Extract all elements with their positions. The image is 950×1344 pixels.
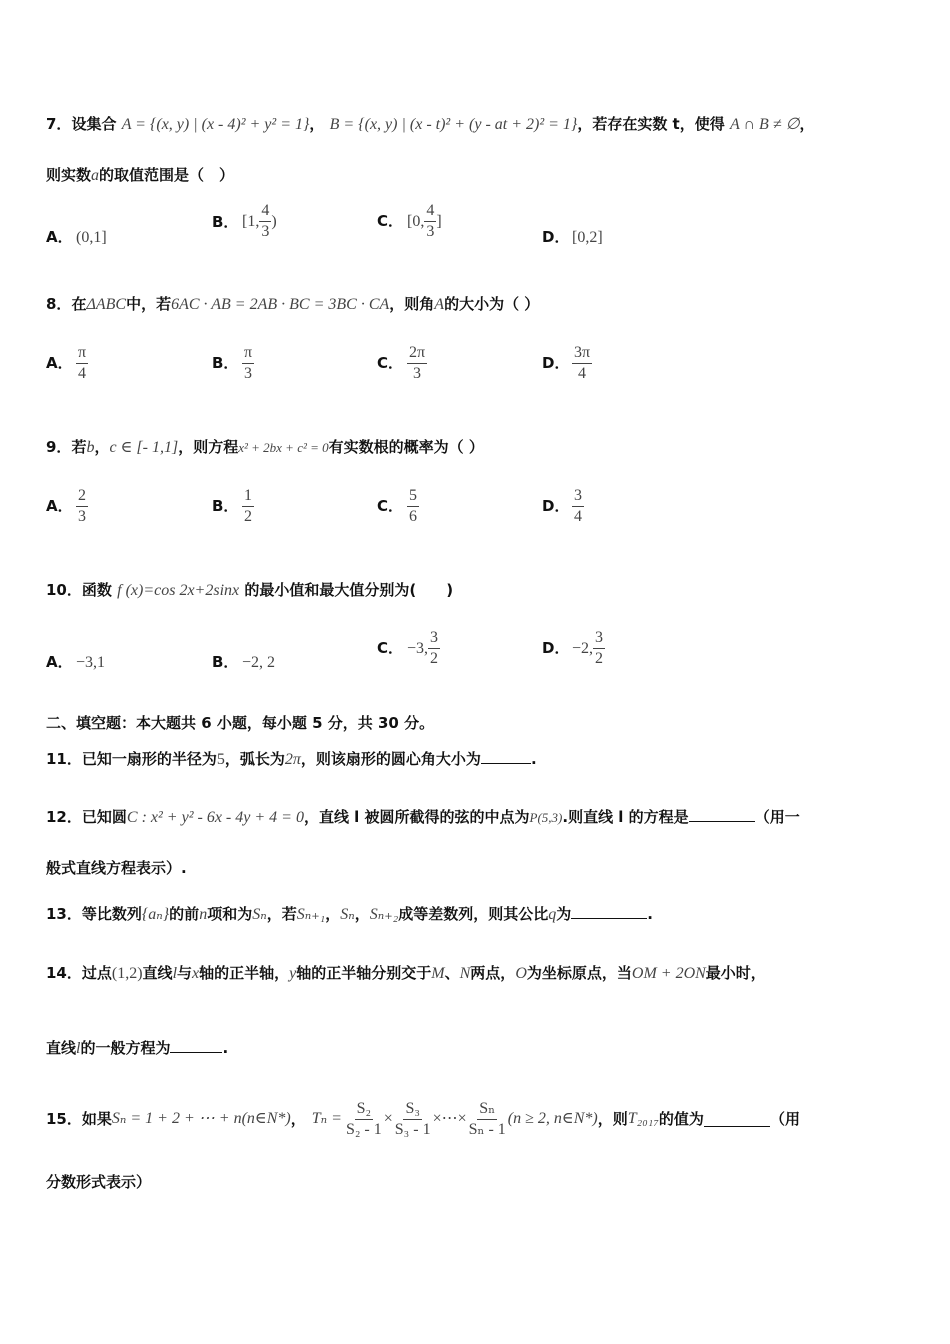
- option-label: A．: [46, 228, 73, 246]
- q14-origin: O: [515, 965, 527, 982]
- q12-text: 已知圆: [81, 808, 127, 826]
- q14-text11: 的一般方程为: [80, 1039, 171, 1057]
- q8-text: 在: [71, 295, 87, 313]
- q9-number: 9．: [46, 438, 72, 456]
- q8-text3: ，则角: [389, 295, 435, 313]
- q12-point: P(5,3): [529, 810, 563, 825]
- q15-tn: Tₙ =: [311, 1110, 342, 1127]
- q11-text2: ，弧长为: [224, 750, 285, 768]
- q14-var-x: x: [192, 965, 200, 982]
- q13-line: [46, 904, 653, 925]
- fraction-denominator: 2: [244, 508, 252, 525]
- fraction-denominator: 3: [244, 365, 253, 382]
- q7-line1: [46, 114, 815, 135]
- q13-number: 13．: [46, 905, 82, 923]
- fraction-denominator: 4: [78, 365, 87, 382]
- q12-text3: .则直线 l 的方程是: [562, 808, 689, 826]
- option-suffix: ]: [436, 213, 442, 230]
- q13-text6: 为: [556, 905, 572, 923]
- fraction-denominator: 4: [574, 508, 582, 525]
- q12-line2: 般式直线方程表示）.: [46, 859, 187, 877]
- q13-comma: ，: [325, 905, 341, 923]
- option-prefix: [1,: [242, 213, 260, 230]
- option-label: B．: [212, 497, 239, 515]
- q14-text: 过点: [81, 964, 112, 982]
- q8-option-a[interactable]: [46, 343, 88, 384]
- q9-option-d[interactable]: [542, 486, 584, 527]
- q15-condition: (n ≥ 2, n∈N*): [507, 1110, 598, 1127]
- q7-line2: [46, 165, 234, 186]
- option-fraction: [242, 486, 254, 527]
- q14-text4: 轴的正半轴，: [199, 964, 290, 982]
- q8-line: [46, 294, 539, 315]
- fraction-denominator: 3: [78, 508, 86, 525]
- q12-text4: （用一: [754, 808, 800, 826]
- q9-text: 若: [71, 438, 87, 456]
- fraction-numerator: 5: [407, 486, 419, 507]
- q14-line1: [46, 963, 766, 984]
- q11-text3: ，则该扇形的圆心角大小为: [300, 750, 481, 768]
- q7-option-d[interactable]: [542, 226, 603, 247]
- q13-var-q: q: [548, 906, 557, 923]
- q7-comma2: ，: [799, 115, 815, 133]
- q15-times-ellipsis: ×⋯×: [432, 1110, 467, 1127]
- q13-sequence: {aₙ}: [141, 906, 170, 923]
- q14-text8: 为坐标原点，当: [526, 964, 632, 982]
- q14-text6: 、: [444, 964, 460, 982]
- q14-number: 14．: [46, 964, 82, 982]
- q13-text5: 成等差数列，则其公比: [398, 905, 549, 923]
- q8-text2: 中，若: [126, 295, 172, 313]
- q14-text2: 直线: [142, 964, 173, 982]
- option-fraction: [572, 486, 584, 527]
- q14-expression: OM + 2ON: [631, 965, 706, 982]
- q14-line2: [46, 1038, 228, 1059]
- fraction-numerator: Sₙ: [477, 1099, 497, 1120]
- q9-comma: ，: [94, 438, 110, 456]
- q13-sum-sn-2: Sₙ: [340, 906, 355, 923]
- q13-text2: 的前: [169, 905, 200, 923]
- q12-number: 12．: [46, 808, 82, 826]
- q12-answer-blank[interactable]: [689, 807, 755, 822]
- q15-text2: ，则: [597, 1110, 628, 1128]
- section-heading: 二、填空题：本大题共 6 小题，每小题 5 分，共 30 分。: [46, 714, 435, 732]
- fraction-denominator: Sₙ - 1: [468, 1120, 506, 1138]
- q15-fraction-2: [393, 1099, 433, 1140]
- q15-fraction-3: [467, 1099, 508, 1140]
- option-fraction: [407, 343, 427, 384]
- option-label: A．: [46, 497, 73, 515]
- q8-equation: 6AC · AB = 2AB · BC = 3BC · CA: [171, 296, 390, 313]
- fraction-denominator: 2: [595, 650, 604, 667]
- option-label: D．: [542, 639, 570, 657]
- q10-option-a[interactable]: [46, 651, 105, 672]
- q7-number: 7．: [46, 115, 72, 133]
- q13-var-n: n: [199, 906, 208, 923]
- q9-var-c: c ∈ [- 1,1]: [109, 439, 179, 456]
- q13-period: .: [647, 905, 653, 923]
- q15-times: ×: [383, 1110, 393, 1127]
- q9-line: [46, 437, 484, 458]
- fraction-numerator: 4: [424, 201, 436, 222]
- q7-comma: ，: [309, 115, 325, 133]
- q7-option-c[interactable]: [377, 201, 442, 242]
- q15-answer-blank[interactable]: [704, 1112, 770, 1127]
- fraction-denominator: S₃ - 1: [394, 1120, 431, 1138]
- q15-number: 15．: [46, 1110, 82, 1128]
- option-label: C．: [377, 497, 404, 515]
- q8-triangle: ΔABC: [86, 296, 127, 313]
- q14-point-n: N: [459, 965, 471, 982]
- q7-text2: ，若存在实数 t，使得: [577, 115, 725, 133]
- q7-text3: 则实数: [46, 166, 92, 184]
- option-label: B．: [212, 213, 239, 231]
- q9-var-b: b: [86, 439, 95, 456]
- option-label: A．: [46, 653, 73, 671]
- q13-sum-sn: Sₙ: [252, 906, 267, 923]
- q9-text2: ，则方程: [178, 438, 239, 456]
- q15-fraction-1: [344, 1099, 384, 1140]
- option-label: D．: [542, 228, 570, 246]
- q10-line: [46, 580, 453, 601]
- q10-function: f (x)=cos 2x+2sinx: [117, 582, 240, 599]
- q11-number: 11．: [46, 750, 82, 768]
- option-fraction: [259, 201, 271, 242]
- fraction-numerator: 1: [242, 486, 254, 507]
- q11-period: .: [530, 750, 537, 768]
- fraction-denominator: 3: [261, 223, 270, 240]
- q15-line2: 分数形式表示）: [46, 1173, 152, 1191]
- fraction-numerator: S₂: [355, 1099, 373, 1120]
- q14-text7: 两点，: [470, 964, 516, 982]
- q15-t2017: T₂₀₁₇: [627, 1110, 659, 1127]
- fraction-denominator: 6: [409, 508, 417, 525]
- q7-option-b[interactable]: [212, 201, 277, 242]
- q13-text3: 项和为: [207, 905, 253, 923]
- fraction-numerator: 3: [428, 628, 440, 649]
- q13-answer-blank[interactable]: [571, 904, 647, 919]
- q12-circle-equation: C : x² + y² - 6x - 4y + 4 = 0: [126, 809, 304, 826]
- q13-text4: ，若: [266, 905, 297, 923]
- fraction-numerator: π: [242, 343, 254, 364]
- option-fraction: [593, 628, 605, 669]
- fraction-numerator: 2π: [407, 343, 427, 364]
- q11-radius: 5: [216, 751, 225, 768]
- q10-option-c[interactable]: [377, 628, 440, 669]
- q9-option-b[interactable]: [212, 486, 254, 527]
- q7-text4: 的取值范围是（ ）: [99, 166, 235, 184]
- q11-answer-blank[interactable]: [481, 749, 531, 764]
- q7-option-a[interactable]: [46, 226, 107, 247]
- q14-point-m: M: [431, 965, 445, 982]
- q7-var-a: a: [91, 167, 100, 184]
- option-prefix: [0,: [407, 213, 425, 230]
- option-fraction: [242, 343, 254, 384]
- q14-text9: 最小时，: [705, 964, 766, 982]
- q9-equation: x² + 2bx + c² = 0: [238, 440, 329, 455]
- q14-text5: 轴的正半轴分别交于: [296, 964, 432, 982]
- option-fraction: [572, 343, 592, 384]
- q13-sum-sn2: Sₙ₊₂: [369, 906, 399, 923]
- q14-text10: 直线: [46, 1039, 77, 1057]
- q14-point: (1,2): [111, 965, 143, 982]
- option-value: (0,1]: [76, 229, 107, 246]
- option-label: C．: [377, 639, 404, 657]
- q14-answer-blank[interactable]: [170, 1038, 222, 1053]
- q14-line-l-2: l: [76, 1040, 81, 1057]
- q15-comma: ，: [290, 1110, 306, 1128]
- q9-option-c[interactable]: [377, 486, 419, 527]
- q8-option-b[interactable]: [212, 343, 254, 384]
- fraction-numerator: 3π: [572, 343, 592, 364]
- fraction-numerator: 2: [76, 486, 88, 507]
- option-prefix: −3,: [407, 640, 429, 657]
- q14-var-y: y: [289, 965, 297, 982]
- q12-line1: [46, 807, 800, 828]
- q9-option-a[interactable]: [46, 486, 88, 527]
- fraction-denominator: S₂ - 1: [345, 1120, 382, 1138]
- option-value: −2, 2: [242, 654, 276, 671]
- option-value: [0,2]: [572, 229, 603, 246]
- option-suffix: ): [271, 213, 277, 230]
- q12-text2: ，直线 l 被圆所截得的弦的中点为: [303, 808, 530, 826]
- q8-option-c[interactable]: [377, 343, 427, 384]
- q10-option-d[interactable]: [542, 628, 605, 669]
- q7-set-a: A = {(x, y) | (x - 4)² + y² = 1}: [121, 116, 310, 133]
- option-fraction: [428, 628, 440, 669]
- q10-text: 函数: [81, 581, 112, 599]
- q9-text3: 有实数根的概率为（ ）: [328, 438, 484, 456]
- q15-line1: [46, 1096, 800, 1142]
- q11-line: [46, 749, 537, 770]
- q10-number: 10．: [46, 581, 82, 599]
- q15-sum: Sₙ = 1 + 2 + ⋯ + n(n∈N*): [111, 1110, 291, 1127]
- q10-option-b[interactable]: [212, 651, 275, 672]
- fraction-numerator: 3: [593, 628, 605, 649]
- q13-sum-sn1: Sₙ₊₁: [296, 906, 326, 923]
- fraction-denominator: 3: [426, 223, 435, 240]
- option-label: B．: [212, 653, 239, 671]
- option-fraction: [76, 343, 88, 384]
- q8-angle: A: [434, 296, 445, 313]
- q15-text3: 的值为: [658, 1110, 704, 1128]
- fraction-denominator: 4: [578, 365, 587, 382]
- q14-line-l: l: [172, 965, 178, 982]
- fraction-denominator: 3: [413, 365, 422, 382]
- q7-text: 设集合: [71, 115, 117, 133]
- q11-arc-length: 2π: [284, 751, 301, 768]
- option-fraction: [424, 201, 436, 242]
- fraction-numerator: S₃: [403, 1099, 421, 1120]
- option-prefix: −2,: [572, 640, 594, 657]
- fraction-numerator: π: [76, 343, 88, 364]
- option-fraction: [407, 486, 419, 527]
- option-label: B．: [212, 354, 239, 372]
- q8-text4: 的大小为（ ）: [444, 295, 540, 313]
- q15-text4: （用: [769, 1110, 800, 1128]
- fraction-denominator: 2: [430, 650, 439, 667]
- q8-option-d[interactable]: [542, 343, 592, 384]
- option-label: D．: [542, 497, 570, 515]
- q15-text: 如果: [81, 1110, 112, 1128]
- option-label: A．: [46, 354, 73, 372]
- option-fraction: [76, 486, 88, 527]
- q8-number: 8．: [46, 295, 72, 313]
- q7-condition: A ∩ B ≠ ∅: [729, 116, 800, 133]
- option-value: −3,1: [76, 654, 106, 671]
- q10-text2: 的最小值和最大值分别为( ): [244, 581, 454, 599]
- option-label: C．: [377, 212, 404, 230]
- q14-period: .: [222, 1039, 229, 1057]
- q11-text: 已知一扇形的半径为: [81, 750, 217, 768]
- q13-comma2: ，: [354, 905, 370, 923]
- fraction-numerator: 4: [259, 201, 271, 222]
- q13-text: 等比数列: [81, 905, 142, 923]
- q14-text3: 与: [177, 964, 193, 982]
- option-label: C．: [377, 354, 404, 372]
- option-label: D．: [542, 354, 570, 372]
- q7-set-b: B = {(x, y) | (x - t)² + (y - at + 2)² = 1}: [329, 116, 578, 133]
- fraction-numerator: 3: [572, 486, 584, 507]
